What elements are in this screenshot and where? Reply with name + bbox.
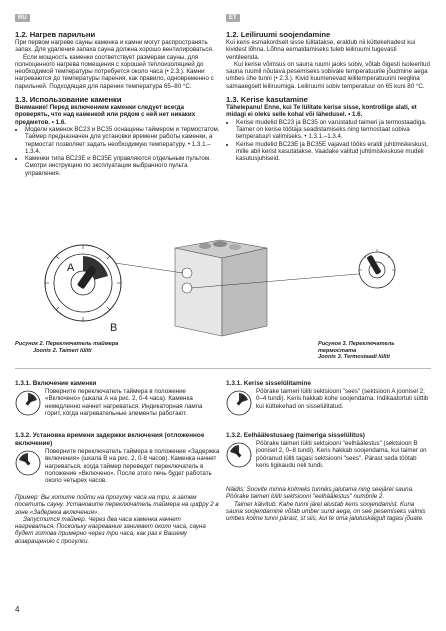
et-example-continued: Taimer käivitub. Kahe tunni järel alustab keris soojendamist. Kuna sauna soojendamine võtab umber sund aega, on see pesemiseks valmis umbes kolme tunni pärast, st siis, kui te oma jalutuskäigult tagasi jõuate. xyxy=(226,500,426,523)
et-section-1-3-2-block xyxy=(226,440,431,478)
ru-section-1-3-title: 1.3. Использование каменки xyxy=(15,95,122,105)
et-section-1-3-1-block xyxy=(226,388,431,426)
figure-2-caption xyxy=(15,341,118,354)
et-section-1-3-1-text: Pöörake taimeri lüliti sektsiooni "sees" (sektsioon A joonisel 2; 0–4 tundi). Keris hakkab kohe soojendama. Indikaatortuli süttib kui küttekehad on sisselülitatud. xyxy=(256,388,429,410)
figure-3-caption xyxy=(318,341,430,361)
heater-figure xyxy=(15,228,431,340)
heater-illustration xyxy=(175,240,267,336)
figure-3-caption-et: Joonis 3. Termostaadi lüliti xyxy=(318,354,390,361)
et-section-1-2-title: 1.2. Leiliruumi soojendamine xyxy=(226,30,331,39)
ru-section-1-3-2-block xyxy=(15,448,220,486)
timer-dial-figure xyxy=(45,245,121,321)
et-section-1-3-title: 1.3. Kerise kasutamine xyxy=(226,95,308,105)
ru-section-1-3-1-block xyxy=(15,388,220,426)
ru-section-1-3-1-title: 1.3.1. Включение каменки xyxy=(15,380,97,387)
et-top-column xyxy=(226,30,431,162)
ru-section-1-2-para2: Если мощность каменки соответствует размерам сауны, для полноценного нагрева помещения с хорошей теплоизоляцией до необходимой температуры потребуется около часа (• 2.3.). Камни нагреваются до температуры парения, как правило, одновременно с парильней. Подходящая для парения температура 65–80 °C. xyxy=(15,53,214,90)
timer-dial-icon xyxy=(226,442,252,468)
ru-section-1-3-2-title: 1.3.2. Установка времени задержки включения (отложенное включение) xyxy=(15,432,205,447)
ru-section-1-3-1-text: Поверните переключатель таймера в положение «Включено» (шкала А на рис. 2, 0-4 часа). Каменка немедленно начнет нагреваться. Индикаторная лампа горит, когда нагревательные элементы работают. xyxy=(45,388,203,417)
figure-2-caption-et: Joonis 2. Taimeri lüliti xyxy=(33,347,92,354)
figure-3-caption-ru: Рисунок 3. Переключатель термостата xyxy=(318,341,395,354)
timer-dial-icon xyxy=(226,390,252,416)
ru-top-column xyxy=(15,30,220,177)
lang-badge-ru: RU xyxy=(15,14,30,22)
figure-2-caption-ru: Рисунок 2. Переключатель таймера xyxy=(15,341,119,347)
timer-dial-icon xyxy=(15,390,41,416)
dial-label-a: A xyxy=(67,262,75,274)
ru-list-item: • Модели каменок BC23 и BC35 оснащены таймером и термостатом. Таймер предназначен для установки времени работы каменки, а термостат позволяет задать необходимую температуру. • 1.3.1.–1.3.4. xyxy=(25,126,220,155)
et-section-1-3-2-title: 1.3.2. Eelhäälestusaeg (taimeriga sisselülitus) xyxy=(226,432,365,439)
section-divider xyxy=(15,368,431,369)
ru-list-item: • Каменки типа BC23E и BC35E управляются отдельным пультом. Смотри инструкцию по эксплуатации выбранного пульта управления. xyxy=(25,155,220,177)
timer-dial-icon xyxy=(15,450,41,476)
et-section-1-2-para2: Kui kerise võimsus on sauna ruumi jaoks sobiv, võtab õigesti isoleeritud sauna ruumil nõutava pesemiseks sobivale temperatuurile jõudmine aega umbes ühe tunni (• 2.3.). Kivid kuumenevad leilitemperatuurini reeglina samaaegselt leiliruumiga. Leiliruumi sobiv temperatuur on 65 kuni 80 °C. xyxy=(226,60,430,90)
lang-badge-et: ET xyxy=(226,14,240,22)
ru-example-continued: Запустится таймер. Через два часа каменка начнет нагреваться. Поскольку нагревание занимает около часа, сауна будет готова примерно через три часа, как раз к Вашему возвращению с прогулки. xyxy=(15,515,206,545)
et-bottom-column xyxy=(226,380,431,522)
et-list-item: • Kerise mudelid BC23 ja BC35 on varustatud taimeri ja termostaadiga. Taimer on kerise töötaja seadistamiseks ning termostaat sobiva temperatuuri valimiseks. • 1.3.1.–1.3.4. xyxy=(236,119,431,141)
ru-section-1-3-warning: Внимание! Перед включением каменки следует всегда проверять, что над каменкой или рядом с ней нет никаких предметов. • 1.6. xyxy=(15,104,196,126)
et-section-1-3-2-text: Pöörake taimeri lüliti sektsiooni "eelhäälestus" (sektsioon B joonisel 2, 0–8 tundi). Keris hakkab soojendama, kui taimer on pööranud lüliti tagasi sektsiooni "sees". Pärast seda töötab keris ligikaudu neli tundi. xyxy=(256,440,427,469)
ru-bottom-column xyxy=(15,380,220,545)
et-example: Näidis: Soovite minna kolmeks tunniks jalutama ning seejärel sauna. Pöörake taimeri lüliti sektsiooni "eelhäälestus" numbrile 2. xyxy=(226,486,414,501)
et-section-1-3-1-title: 1.3.1. Kerise sisselülitamine xyxy=(226,380,311,387)
ru-section-1-2-para1: При первом нагреве сауны каменка и камни могут распространять запах. Для удаления запаха сауна должна хорошо вентилироваться. xyxy=(15,39,214,54)
thermostat-dial-figure xyxy=(359,249,395,288)
dial-label-b: B xyxy=(110,322,118,334)
et-section-1-2-para1: Kui keris esmakordselt sisse lülitatakse, eraldub nii küttekehadest kui kividest lõhna. Lõhna eemaldamiseks tuleb leiliruumi tugevasti ventileerida. xyxy=(226,39,416,61)
et-section-1-3-warning: Tähelepanu! Enne, kui Te lülitate kerise sisse, kontrollige alati, et midagi ei oleks selle kohal või lähedusel. • 1.6. xyxy=(226,104,417,119)
et-section-1-3-list xyxy=(226,119,431,163)
ru-section-1-3-2-text: Поверните переключатель таймера в положение «Задержка включения» (шкала B на рис. 2, 0-8 часов). Каменка начнет нагреваться, когда таймер переведет переключатель в положение «Включено». После этого печь будет работать около четырех часов. xyxy=(45,448,220,485)
ru-section-1-2-title: 1.2. Нагрев парильни xyxy=(15,30,96,39)
ru-section-1-3-list xyxy=(15,126,220,177)
ru-example: Пример: Вы хотите пойти на прогулку часа на три, а затем посетить сауну. Установите переключатель таймера на цифру 2 в зоне «Задержка включения». xyxy=(15,494,219,516)
page-number: 4 xyxy=(15,605,20,614)
et-list-item: • Kerise mudelid BC23E ja BC35E vajavad tööks eraldi juhtimiskeskust, mille abil kerist kasutatakse. Vaadake valitud juhtimiskeskuse mudeli kasutusjuhiseid. xyxy=(236,141,431,163)
